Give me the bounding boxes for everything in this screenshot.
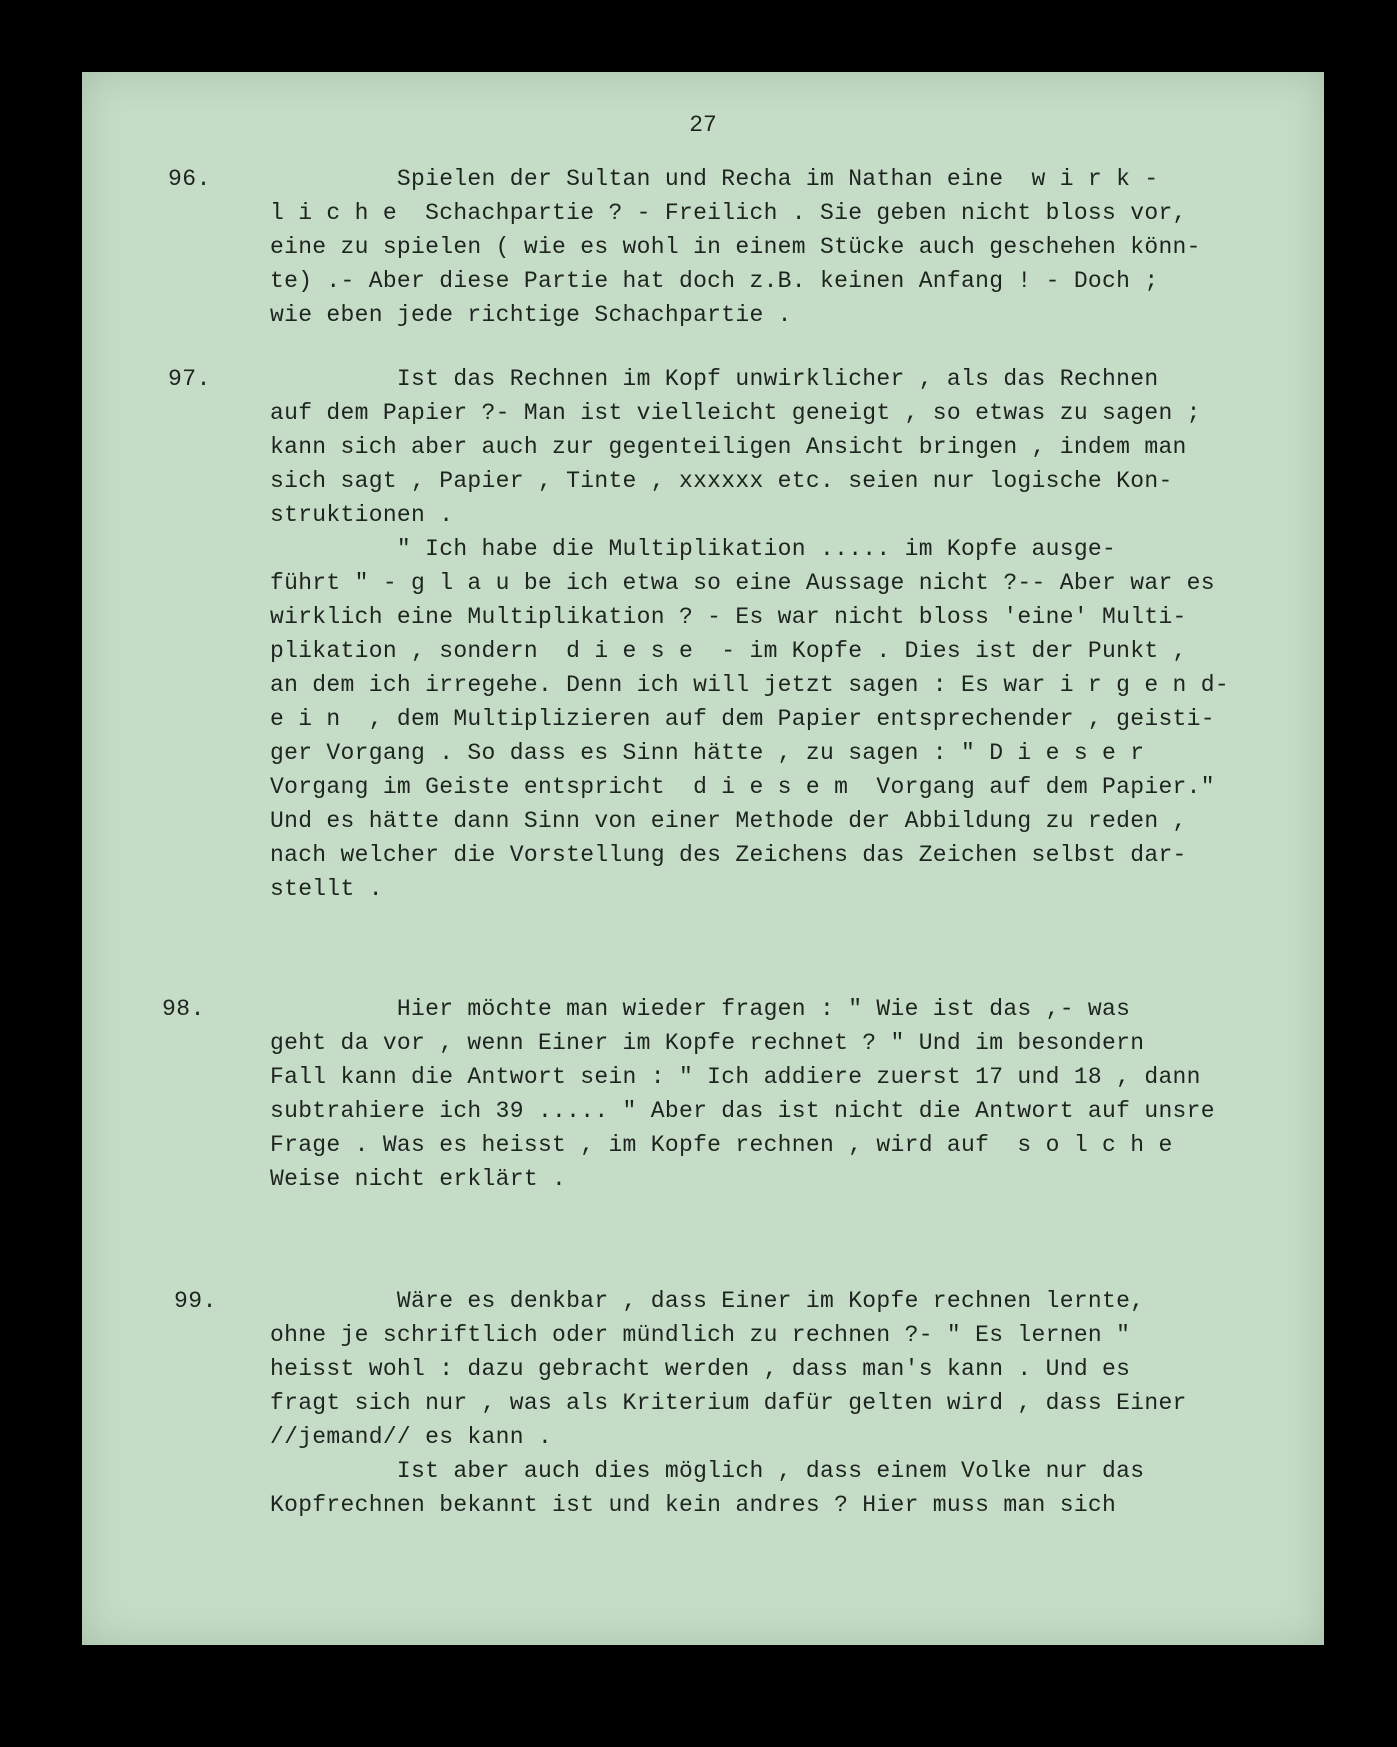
text-line: Fall kann die Antwort sein : " Ich addiere zuerst 17 und 18 , dann	[270, 1064, 1201, 1090]
text-line: fragt sich nur , was als Kriterium dafür gelten wird , dass Einer	[270, 1390, 1187, 1416]
text-line: struktionen .	[270, 502, 454, 528]
text-line: Vorgang im Geiste entspricht d i e s e m Vorgang auf dem Papier."	[270, 774, 1215, 800]
text-line: stellt .	[270, 876, 383, 902]
text-line: l i c h e Schachpartie ? - Freilich . Sie geben nicht bloss vor,	[270, 200, 1187, 226]
entry-number: 98.	[162, 996, 205, 1022]
text-line: führt " - g l a u be ich etwa so eine Aussage nicht ?-- Aber war es	[270, 570, 1215, 596]
text-line: Wäre es denkbar , dass Einer im Kopfe rechnen lernte,	[270, 1288, 1145, 1314]
text-line: te) .- Aber diese Partie hat doch z.B. keinen Anfang ! - Doch ;	[270, 268, 1159, 294]
text-line: Ist das Rechnen im Kopf unwirklicher , als das Rechnen	[270, 366, 1159, 392]
text-line: eine zu spielen ( wie es wohl in einem Stücke auch geschehen könn-	[270, 234, 1201, 260]
text-line: plikation , sondern d i e s e - im Kopfe . Dies ist der Punkt ,	[270, 638, 1187, 664]
entry-number: 97.	[168, 366, 211, 392]
text-line: wirklich eine Multiplikation ? - Es war nicht bloss 'eine' Multi-	[270, 604, 1187, 630]
text-line: Kopfrechnen bekannt ist und kein andres ? Hier muss man sich	[270, 1492, 1117, 1518]
text-line: auf dem Papier ?- Man ist vielleicht geneigt , so etwas zu sagen ;	[270, 400, 1201, 426]
text-line: //jemand// es kann .	[270, 1424, 553, 1450]
text-line: geht da vor , wenn Einer im Kopfe rechnet ? " Und im besondern	[270, 1030, 1145, 1056]
entry-number: 96.	[168, 166, 211, 192]
text-line: an dem ich irregehe. Denn ich will jetzt sagen : Es war i r g e n d-	[270, 672, 1229, 698]
text-line: subtrahiere ich 39 ..... " Aber das ist nicht die Antwort auf unsre	[270, 1098, 1215, 1124]
text-line: heisst wohl : dazu gebracht werden , dass man's kann . Und es	[270, 1356, 1131, 1382]
text-line: wie eben jede richtige Schachpartie .	[270, 302, 792, 328]
text-line: nach welcher die Vorstellung des Zeichens das Zeichen selbst dar-	[270, 842, 1187, 868]
text-line: Frage . Was es heisst , im Kopfe rechnen , wird auf s o l c h e	[270, 1132, 1173, 1158]
text-line: ohne je schriftlich oder mündlich zu rechnen ?- " Es lernen "	[270, 1322, 1131, 1348]
text-line: Hier möchte man wieder fragen : " Wie ist das ,- was	[270, 996, 1131, 1022]
text-line: e i n , dem Multiplizieren auf dem Papier entsprechender , geisti-	[270, 706, 1215, 732]
text-line: " Ich habe die Multiplikation ..... im Kopfe ausge-	[270, 536, 1117, 562]
page-number: 27	[689, 112, 717, 138]
text-line: kann sich aber auch zur gegenteiligen Ansicht bringen , indem man	[270, 434, 1187, 460]
typewritten-page	[82, 72, 1324, 1645]
entry-number: 99.	[174, 1288, 217, 1314]
text-line: Spielen der Sultan und Recha im Nathan eine w i r k -	[270, 166, 1159, 192]
text-line: Und es hätte dann Sinn von einer Methode der Abbildung zu reden ,	[270, 808, 1187, 834]
text-line: Weise nicht erklärt .	[270, 1166, 567, 1192]
text-line: ger Vorgang . So dass es Sinn hätte , zu sagen : " D i e s e r	[270, 740, 1145, 766]
text-line: Ist aber auch dies möglich , dass einem Volke nur das	[270, 1458, 1145, 1484]
text-line: sich sagt , Papier , Tinte , xxxxxx etc. seien nur logische Kon-	[270, 468, 1173, 494]
